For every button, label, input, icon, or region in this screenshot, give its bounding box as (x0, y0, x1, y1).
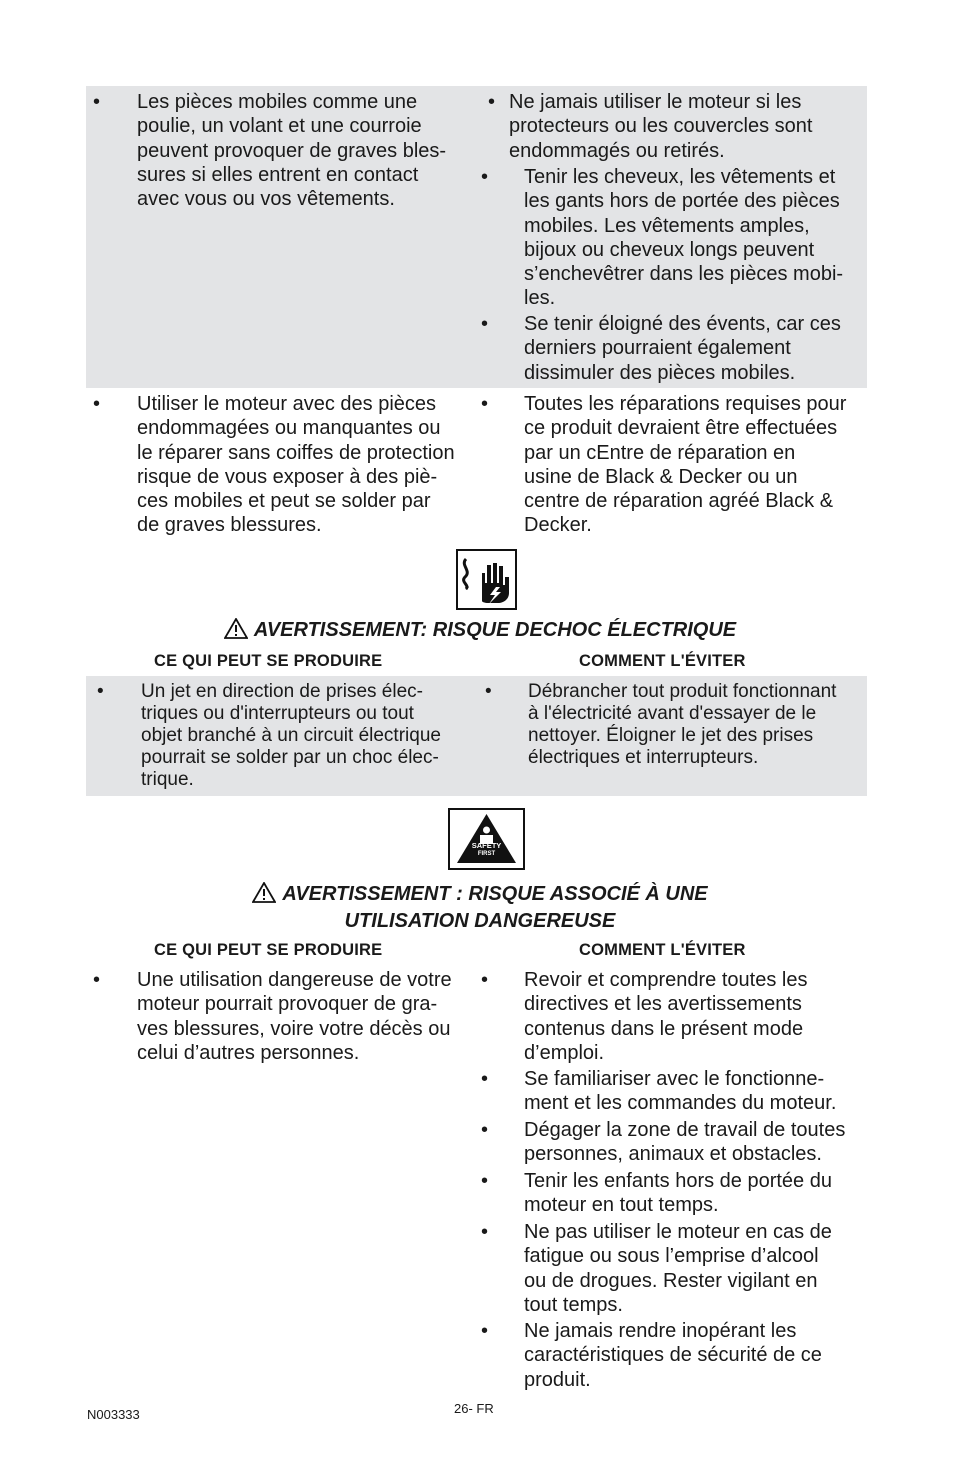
warning-triangle-icon (224, 618, 248, 645)
unsafe-left-text: Une utilisation dangereuse de votre moteur pourrait provoquer de gra- ves blessures, voire votre décès ou celui d’autres personnes. (137, 969, 452, 1064)
shock-right-text: Débrancher tout produit fonctionnant à l'électricité avant d'essayer de le nettoyer. Éloigner le jet des prises électriques et interrupteurs. (528, 681, 837, 768)
unsafe-col-right-header: COMMENT L'ÉVITER (579, 941, 746, 959)
row2-left-text: Utiliser le moteur avec des pièces endommagées ou manquantes ou le réparer sans coiffes de protection risque de vous exposer à des piè- ces mobiles et peut se solder par de graves blessures. (137, 393, 455, 537)
bullet: • (481, 969, 489, 991)
bullet: • (488, 91, 496, 113)
bullet: • (93, 969, 101, 991)
unsafe-right-item-2: Se familiariser avec le fonctionne- ment et les commandes du moteur. (524, 1068, 837, 1115)
bullet: • (93, 393, 101, 415)
unsafe-warning-title: AVERTISSEMENT : RISQUE ASSOCIÉ À UNE UTILISATION DANGEREUSE (100, 882, 860, 933)
page-number: 26- FR (454, 1401, 494, 1416)
unsafe-right-item-1: Revoir et comprendre toutes les directives et les avertissements contenus dans le présent mode d’emploi. (524, 969, 808, 1064)
bullet: • (481, 166, 489, 188)
bullet: • (485, 681, 492, 702)
bullet: • (93, 91, 101, 113)
bullet: • (481, 1068, 489, 1090)
bullet: • (481, 393, 489, 415)
row2-right-text: Toutes les réparations requises pour ce produit devraient être effectuées par un cEntre de réparation en usine de Black & Decker ou un centre de réparation agréé Black & Decker. (524, 393, 847, 537)
safety-icon-text-1: SAFETY (471, 841, 502, 850)
row1-right-item-2: Tenir les cheveux, les vêtements et les gants hors de portée des pièces mobiles. Les vêtements amples, bijoux ou cheveux longs peuvent s’enchevêtrer dans les pièces mobi- les. (524, 166, 844, 310)
row1-right-item-3: Se tenir éloigné des évents, car ces derniers pourraient également dissimuler des pièces mobiles. (524, 313, 841, 384)
bullet: • (97, 681, 104, 702)
shock-left-text: Un jet en direction de prises élec- triques ou d'interrupteurs ou tout objet branché à un circuit électrique pourrait se solder par un choc élec- trique. (141, 681, 441, 790)
bullet: • (481, 1221, 489, 1243)
bullet: • (481, 313, 489, 335)
safety-first-icon (448, 808, 525, 870)
safety-icon-text-2: FIRST (477, 851, 496, 857)
shock-warning-title: AVERTISSEMENT: RISQUE DECHOC ÉLECTRIQUE (100, 618, 860, 645)
unsafe-right-item-3: Dégager la zone de travail de toutes personnes, animaux et obstacles. (524, 1119, 846, 1166)
shock-col-right-header: COMMENT L'ÉVITER (579, 652, 746, 670)
unsafe-col-left-header: CE QUI PEUT SE PRODUIRE (154, 941, 383, 959)
bullet: • (481, 1320, 489, 1342)
unsafe-right-item-5: Ne pas utiliser le moteur en cas de fatigue ou sous l’emprise d’alcool ou de drogues. Rester vigilant en tout temps. (524, 1221, 832, 1316)
warning-triangle-icon (252, 882, 276, 909)
bullet: • (481, 1119, 489, 1141)
shock-col-left-header: CE QUI PEUT SE PRODUIRE (154, 652, 383, 670)
bullet: • (481, 1170, 489, 1192)
unsafe-right-item-6: Ne jamais rendre inopérant les caractéristiques de sécurité de ce produit. (524, 1320, 822, 1391)
electric-shock-hazard-icon (456, 549, 517, 610)
unsafe-right-item-4: Tenir les enfants hors de portée du moteur en tout temps. (524, 1170, 832, 1217)
row1-right-item-1: Ne jamais utiliser le moteur si les protecteurs ou les couvercles sont endommagés ou retirés. (509, 91, 813, 162)
row1-left-text: Les pièces mobiles comme une poulie, un volant et une courroie peuvent provoquer de graves bles- sures si elles entrent en contact avec vous ou vos vêtements. (137, 91, 447, 211)
document-id: N003333 (87, 1407, 140, 1422)
